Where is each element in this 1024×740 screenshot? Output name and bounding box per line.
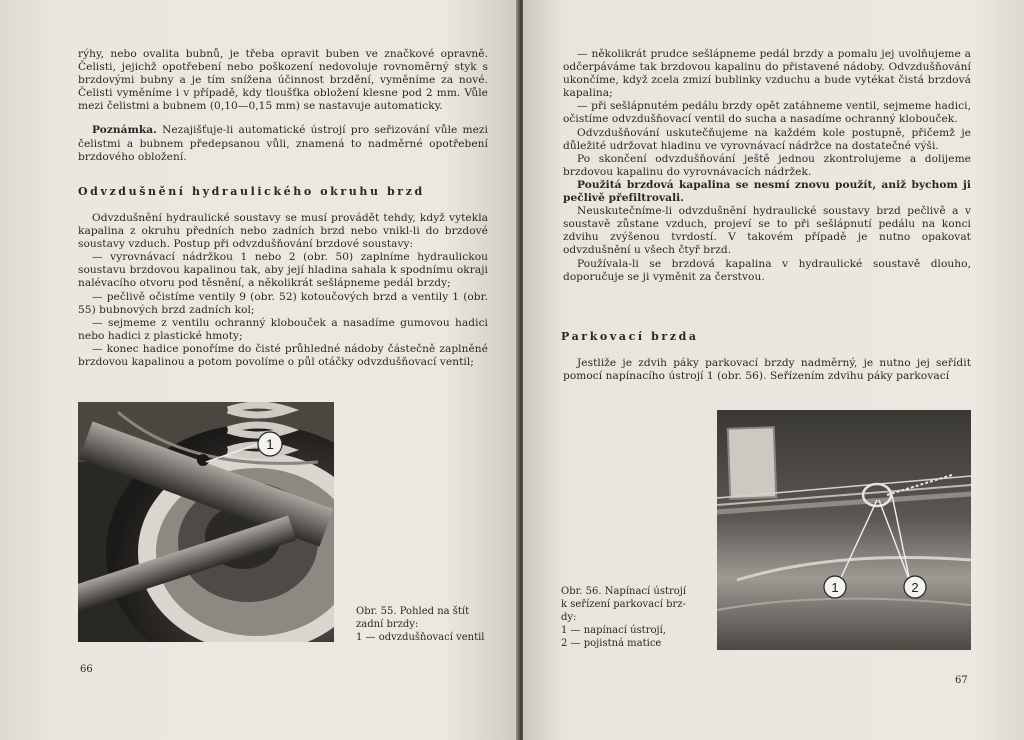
page-number-left: 66: [80, 664, 93, 675]
right-step-1: — několikrát prudce sešlápneme pedál brzdy a pomalu jej uvolňujeme a odčerpáváme tak brzdovou kapalinu do přistavené nádoby. Odvzdušňování ukončíme, když zcela zmizí bublinky vzduchu a bude vytékat čistá brzdová kapalina;: [563, 48, 971, 100]
parking-brake-illustration: [717, 410, 971, 650]
right-paragraph-1: Odvzdušňování uskutečňujeme na každém kole postupně, přičemž je důležité udržovat hladinu ve vyrovnávací nádržce na dostatečné výši.: [563, 126, 971, 152]
right-page: [523, 0, 1024, 740]
right-bottom-text: [563, 357, 971, 383]
right-step-2: — při sešlápnutém pedálu brzdy opět zatáhneme ventil, sejmeme hadici, očistíme odvzdušňovací ventil do sucha a nasadíme ochranný klobouček.: [563, 100, 971, 126]
figure-56-caption: [561, 585, 711, 650]
figure-55-caption: [356, 605, 491, 644]
figure-55-caption-line-1: Obr. 55. Pohled na štít: [356, 606, 470, 617]
figure-55-callout-1: 1: [266, 436, 274, 452]
figure-56-caption-line-1: Obr. 56. Napínací ústrojí: [561, 586, 687, 597]
figure-55-caption-line-2: zadní brzdy:: [356, 619, 419, 630]
right-top-text: [563, 48, 971, 284]
right-paragraph-3: Neuskutečníme-li odvzdušnění hydraulické soustavy brzd pečlivě a v soustavě zůstane vzduch, projeví se to při sešlápnutí pedálu na konci zdvihu zvýšenou tvrdostí. V takovém případě je nutno opakovat odvzdušnění u všech čtyř brzd.: [563, 205, 971, 257]
note-label: Poznámka.: [92, 124, 157, 137]
figure-56-callout-2: 2: [911, 580, 919, 595]
right-paragraph-5: Jestliže je zdvih páky parkovací brzdy nadměrný, je nutno jej seřídit pomocí napínacího ústrojí 1 (obr. 56). Seřízením zdvihu páky parkovací: [563, 357, 971, 383]
figure-56-callout-1: 1: [831, 580, 839, 595]
right-paragraph-4: Používala-li se brzdová kapalina v hydraulické soustavě dlouho, doporučuje se ji vyměnit za čerstvou.: [563, 257, 971, 283]
section-heading-parking-brake: Parkovací brzda: [561, 330, 699, 343]
figure-55-photo: [78, 402, 334, 642]
left-top-text: [78, 48, 488, 164]
right-paragraph-2: Po skončení odvzdušňování ještě jednou zkontrolujeme a dolijeme brzdovou kapalinu do vyrovnávacích nádržek.: [563, 152, 971, 178]
rear-brake-illustration: [78, 402, 334, 642]
page-number-right: 67: [955, 675, 968, 686]
figure-56-caption-line-2: k seřízení parkovací brz-: [561, 599, 686, 610]
left-paragraph-1: rýhy, nebo ovalita bubnů, je třeba opravit buben ve značkové opravně. Čelisti, jejichž opotřebení nebo poškození nedovoluje rovnoměrný styk s brzdovými bubny a je tím snížena účinnost brzdění, vyměníme za nové. Čelisti vyměníme i v případě, kdy tloušťka obložení klesne pod 2 mm. Vůle mezi čelistmi a bubnem (0,10—0,15 mm) se nastavuje automaticky.: [78, 48, 488, 113]
left-step-3: — sejmeme z ventilu ochranný klobouček a nasadíme gumovou hadici nebo hadici z plastické hmoty;: [78, 316, 488, 342]
figure-56-caption-line-5: 2 — pojistná matice: [561, 638, 662, 649]
figure-56-photo: [717, 410, 971, 650]
figure-55-caption-line-3: 1 — odvzdušňovací ventil: [356, 632, 485, 643]
section-heading-bleeding: Odvzdušnění hydraulického okruhu brzd: [78, 185, 425, 198]
left-paragraph-2: Odvzdušnění hydraulické soustavy se musí provádět tehdy, když vytekla kapalina z okruhu předních nebo zadních brzd nebo vnikl-li do brzdové soustavy vzduch. Postup při odvzdušňování brzdové soustavy:: [78, 212, 488, 251]
warning-text: Použitá brzdová kapalina se nesmí znovu použít, aniž bychom ji pečlivě přefiltrovali.: [563, 178, 971, 205]
note-paragraph: [78, 124, 488, 163]
figure-56-caption-line-4: 1 — napínací ústrojí,: [561, 625, 666, 636]
left-step-1: — vyrovnávací nádržkou 1 nebo 2 (obr. 50) zaplníme hydraulickou soustavu brzdovou kapalinou tak, aby její hladina sahala k spodnímu okraji nalévacího otvoru pod těsnění, a několikrát sešlápneme pedál brzdy;: [78, 251, 488, 290]
figure-56-caption-line-3: dy:: [561, 612, 577, 623]
left-step-4: — konec hadice ponoříme do čisté průhledné nádoby částečně zaplněné brzdovou kapalinou a potom povolíme o půl otáčky odvzdušňovací ventil;: [78, 342, 488, 369]
left-step-2: — pečlivě očistíme ventily 9 (obr. 52) kotoučových brzd a ventily 1 (obr. 55) bubnových brzd zadních kol;: [78, 290, 488, 316]
left-bottom-text: [78, 212, 488, 369]
note-text: Nezajišťuje-li automatické ústrojí pro seřizování vůle mezi čelistmi a bubnem předepsanou vůli, znamená to nadměrné opotřebení brzdového obložení.: [78, 124, 488, 163]
